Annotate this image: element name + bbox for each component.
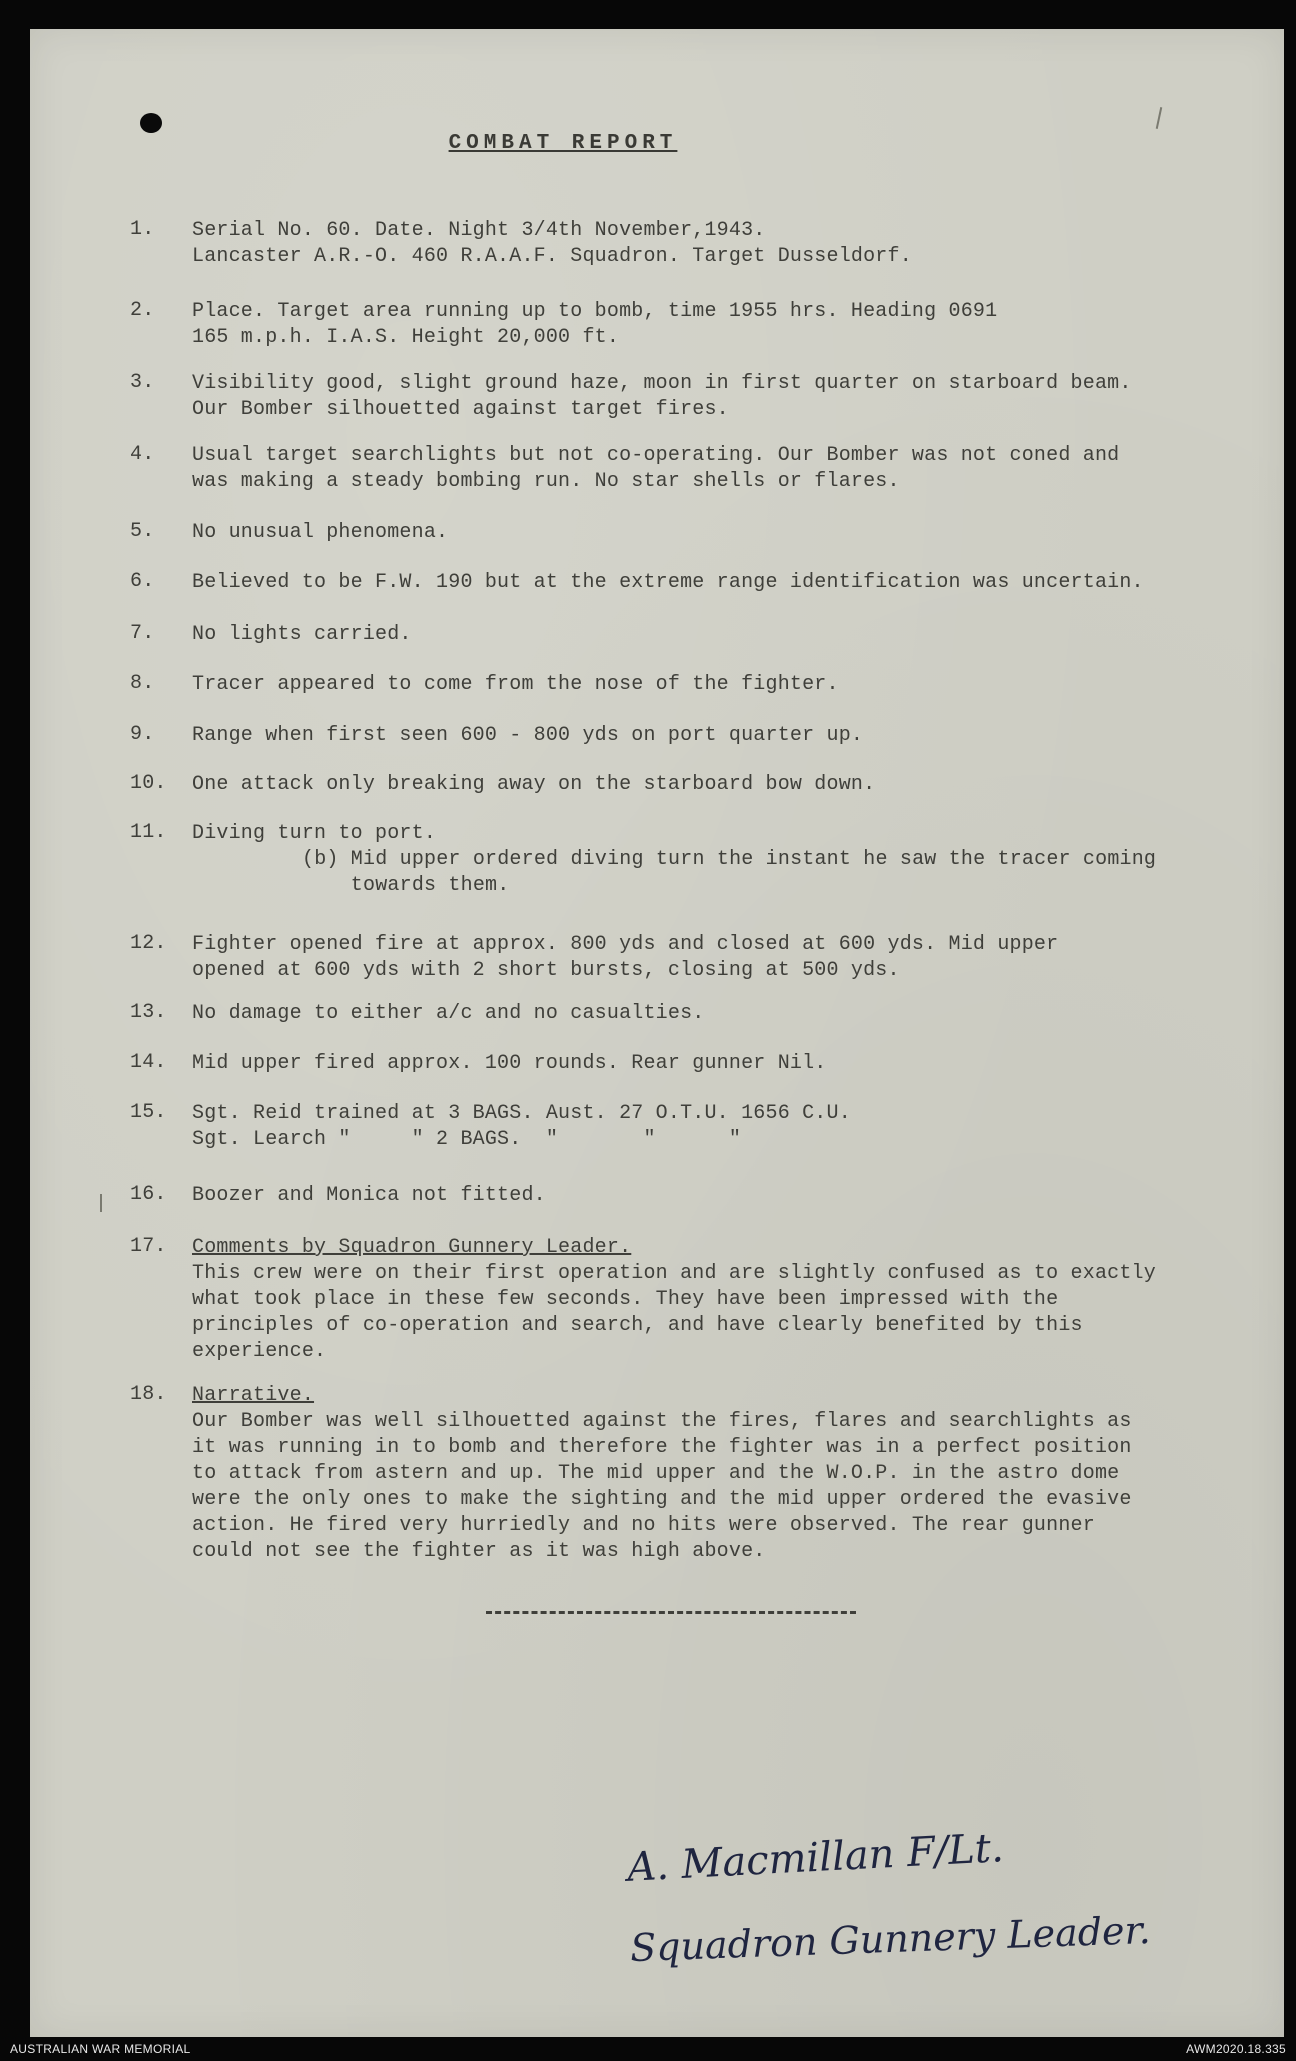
item-subline: (b) Mid upper ordered diving turn the instant he saw the tracer coming: [302, 848, 1157, 871]
item-body: [192, 218, 1262, 270]
item-line: could not see the fighter as it was high above.: [192, 1540, 766, 1563]
item-line: to attack from astern and up. The mid upper and the W.O.P. in the astro dome: [192, 1462, 1120, 1485]
item-number: 3.: [130, 371, 155, 394]
item-line: what took place in these few seconds. They have been impressed with the: [192, 1288, 1059, 1311]
item-line: action. He fired very hurriedly and no hits were observed. The rear gunner: [192, 1514, 1095, 1537]
report-title: COMBAT REPORT: [448, 132, 678, 155]
item-body: [192, 299, 1262, 351]
item-body: [192, 570, 1262, 596]
item-line: it was running in to bomb and therefore the fighter was in a perfect position: [192, 1436, 1132, 1459]
item-number: 16.: [130, 1183, 167, 1206]
item-number: 15.: [130, 1101, 167, 1124]
item-body: [192, 520, 1262, 546]
item-body: [192, 443, 1262, 495]
item-line: No damage to either a/c and no casualties.: [192, 1002, 705, 1025]
margin-mark: [100, 1194, 102, 1212]
item-line: This crew were on their first operation and are slightly confused as to exactly: [192, 1262, 1156, 1285]
item-line: Sgt. Learch " " 2 BAGS. " " ": [192, 1128, 742, 1151]
item-line: Visibility good, slight ground haze, moon in first quarter on starboard beam.: [192, 372, 1132, 395]
item-body: [192, 1051, 1262, 1077]
item-heading: Comments by Squadron Gunnery Leader.: [192, 1236, 632, 1259]
item-line: Our Bomber silhouetted against target fires.: [192, 398, 729, 421]
item-number: 2.: [130, 299, 155, 322]
item-body: [192, 932, 1262, 984]
item-number: 18.: [130, 1383, 167, 1406]
item-line: Believed to be F.W. 190 but at the extreme range identification was uncertain.: [192, 571, 1144, 594]
divider-rule: [486, 1611, 856, 1614]
item-number: 17.: [130, 1235, 167, 1258]
pencil-mark: [1156, 107, 1163, 129]
item-heading: Narrative.: [192, 1384, 315, 1407]
item-body: [192, 1183, 1262, 1209]
item-number: 4.: [130, 443, 155, 466]
item-line: was making a steady bombing run. No star shells or flares.: [192, 470, 900, 493]
item-number: 5.: [130, 520, 155, 543]
item-number: 6.: [130, 570, 155, 593]
item-line: Sgt. Reid trained at 3 BAGS. Aust. 27 O.T.U. 1656 C.U.: [192, 1102, 851, 1125]
item-line: Serial No. 60. Date. Night 3/4th November,1943.: [192, 219, 766, 242]
item-line: Lancaster A.R.-O. 460 R.A.A.F. Squadron. Target Dusseldorf.: [192, 245, 912, 268]
item-number: 1.: [130, 218, 155, 241]
item-body: [192, 371, 1262, 423]
item-body: [192, 1001, 1262, 1027]
item-line: One attack only breaking away on the starboard bow down.: [192, 773, 876, 796]
item-body: [192, 1383, 1262, 1565]
item-number: 11.: [130, 821, 167, 844]
item-body: [192, 672, 1262, 698]
item-body: [192, 772, 1262, 798]
item-line: experience.: [192, 1340, 327, 1363]
item-body: [192, 821, 1262, 899]
item-line: Our Bomber was well silhouetted against the fires, flares and searchlights as: [192, 1410, 1132, 1433]
item-number: 9.: [130, 723, 155, 746]
item-line: No unusual phenomena.: [192, 521, 449, 544]
item-line: Usual target searchlights but not co-operating. Our Bomber was not coned and: [192, 444, 1120, 467]
signature-name: A. Macmillan F/Lt.: [626, 1825, 1005, 1891]
item-line: Boozer and Monica not fitted.: [192, 1184, 546, 1207]
item-line: were the only ones to make the sighting and the mid upper ordered the evasive: [192, 1488, 1132, 1511]
item-number: 8.: [130, 672, 155, 695]
document-page: [30, 29, 1284, 2037]
item-number: 13.: [130, 1001, 167, 1024]
item-line: No lights carried.: [192, 623, 412, 646]
item-body: [192, 622, 1262, 648]
item-line: Mid upper fired approx. 100 rounds. Rear gunner Nil.: [192, 1052, 827, 1075]
item-body: [192, 723, 1262, 749]
item-line: opened at 600 yds with 2 short bursts, closing at 500 yds.: [192, 959, 900, 982]
item-number: 12.: [130, 932, 167, 955]
signature-role: Squadron Gunnery Leader.: [629, 1907, 1152, 1971]
footer-institution: AUSTRALIAN WAR MEMORIAL: [10, 2042, 191, 2056]
item-line: Diving turn to port.: [192, 822, 437, 845]
item-line: Tracer appeared to come from the nose of the fighter.: [192, 673, 839, 696]
item-line: Range when first seen 600 - 800 yds on port quarter up.: [192, 724, 864, 747]
item-line: 165 m.p.h. I.A.S. Height 20,000 ft.: [192, 326, 620, 349]
item-line: Fighter opened fire at approx. 800 yds and closed at 600 yds. Mid upper: [192, 933, 1059, 956]
item-body: [192, 1235, 1262, 1365]
item-number: 14.: [130, 1051, 167, 1074]
item-subline: towards them.: [302, 874, 510, 897]
item-body: [192, 1101, 1262, 1153]
footer-accession: AWM2020.18.335: [1186, 2042, 1286, 2056]
item-number: 10.: [130, 772, 167, 795]
item-number: 7.: [130, 622, 155, 645]
punch-hole: [140, 113, 162, 133]
item-line: Place. Target area running up to bomb, time 1955 hrs. Heading 0691: [192, 300, 998, 323]
item-line: principles of co-operation and search, and have clearly benefited by this: [192, 1314, 1083, 1337]
